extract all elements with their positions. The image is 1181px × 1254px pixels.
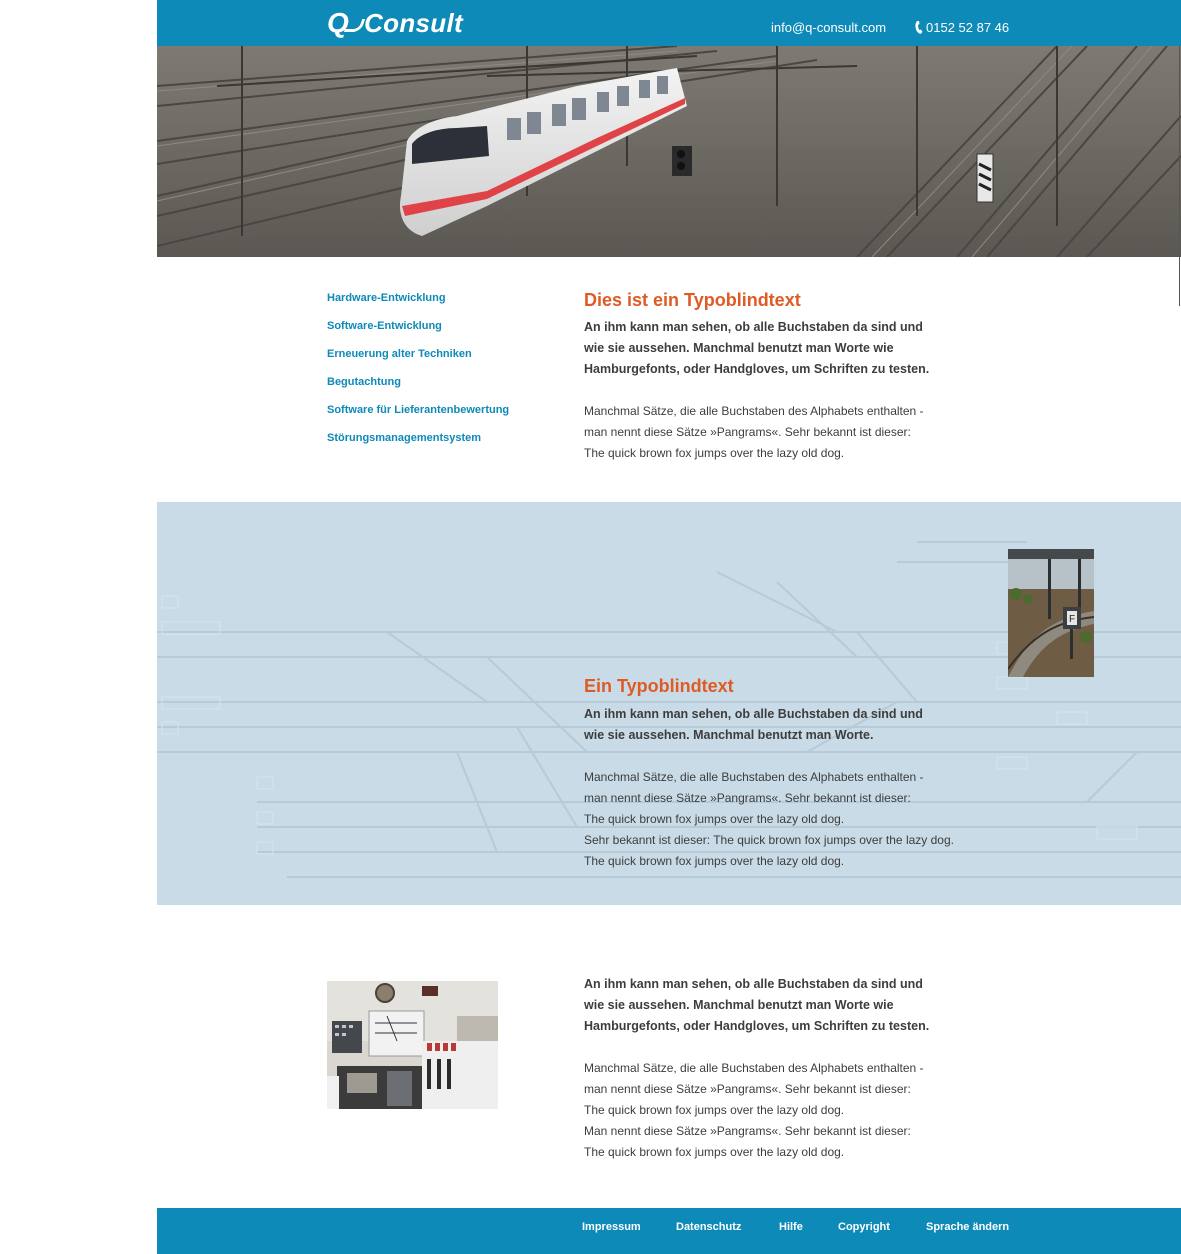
page bbox=[157, 0, 1181, 1254]
band-lead bbox=[584, 704, 1004, 746]
band-title: Ein Typoblindtext bbox=[584, 676, 734, 696]
service-nav-item-supplier-rating[interactable]: Software für Lieferantenbewertung bbox=[327, 404, 510, 416]
service-nav-item-assessment[interactable]: Begutachtung bbox=[327, 376, 401, 388]
band-lead-line: An ihm kann man sehen, ob alle Buchstaben da sind und bbox=[584, 707, 923, 721]
band-body bbox=[584, 767, 1004, 872]
logo[interactable] bbox=[327, 7, 463, 39]
section3-body-line: Man nennt diese Sätze »Pangrams«. Sehr bekannt ist dieser: bbox=[584, 1124, 911, 1138]
section3-lead bbox=[584, 974, 1004, 1037]
footer-link-copyright[interactable]: Copyright bbox=[838, 1221, 890, 1233]
feature-band bbox=[157, 502, 1181, 905]
footer-link-datenschutz[interactable]: Datenschutz bbox=[676, 1221, 742, 1233]
site-footer bbox=[157, 1208, 1181, 1254]
site-header bbox=[157, 0, 1181, 46]
section3-lead-line: An ihm kann man sehen, ob alle Buchstaben da sind und bbox=[584, 977, 923, 991]
band-body-line: Sehr bekannt ist dieser: The quick brown fox jumps over the lazy dog. bbox=[584, 833, 954, 847]
service-nav-item-incident-management[interactable]: Störungsmanagementsystem bbox=[327, 432, 482, 444]
intro-lead bbox=[584, 317, 1004, 380]
intro-lead-line: wie sie aussehen. Manchmal benutzt man Worte wie bbox=[584, 341, 894, 355]
control-room-photo bbox=[327, 981, 498, 1109]
section3-body-line: The quick brown fox jumps over the lazy old dog. bbox=[584, 1103, 845, 1117]
band-content bbox=[584, 676, 1004, 872]
phone-icon bbox=[914, 21, 923, 34]
service-nav-item-renewal[interactable]: Erneuerung alter Techniken bbox=[327, 348, 472, 360]
hero-edge bbox=[1179, 46, 1180, 306]
section3-body-line: The quick brown fox jumps over the lazy old dog. bbox=[584, 1145, 845, 1159]
section3-lead-line: wie sie aussehen. Manchmal benutzt man Worte wie bbox=[584, 998, 894, 1012]
intro-body-line: Manchmal Sätze, die alle Buchstaben des Alphabets enthalten - bbox=[584, 404, 924, 418]
band-body-line: Manchmal Sätze, die alle Buchstaben des Alphabets enthalten - bbox=[584, 770, 924, 784]
hero-image bbox=[157, 46, 1181, 257]
footer-link-impressum[interactable]: Impressum bbox=[582, 1221, 641, 1233]
section3-lead-line: Hamburgefonts, oder Handgloves, um Schriften zu testen. bbox=[584, 1019, 930, 1033]
logo-text: Consult bbox=[364, 7, 463, 38]
section3-body-line: man nennt diese Sätze »Pangrams«. Sehr bekannt ist dieser: bbox=[584, 1082, 911, 1096]
intro-content bbox=[584, 290, 1004, 464]
intro-lead-line: An ihm kann man sehen, ob alle Buchstaben da sind und bbox=[584, 320, 923, 334]
footer-link-language[interactable]: Sprache ändern bbox=[926, 1221, 1010, 1233]
logo-q: Q bbox=[327, 7, 350, 38]
band-body-line: The quick brown fox jumps over the lazy old dog. bbox=[584, 812, 845, 826]
email-link[interactable]: info@q-consult.com bbox=[771, 20, 887, 35]
logo-hook-icon bbox=[344, 19, 366, 32]
footer-link-hilfe[interactable]: Hilfe bbox=[779, 1221, 803, 1233]
phone-number: 0152 52 87 46 bbox=[926, 20, 1010, 35]
intro-lead-line: Hamburgefonts, oder Handgloves, um Schriften zu testen. bbox=[584, 362, 930, 376]
service-nav-item-software[interactable]: Software-Entwicklung bbox=[327, 320, 442, 332]
band-body-line: The quick brown fox jumps over the lazy old dog. bbox=[584, 854, 845, 868]
intro-body-line: man nennt diese Sätze »Pangrams«. Sehr bekannt ist dieser: bbox=[584, 425, 911, 439]
service-nav-item-hardware[interactable]: Hardware-Entwicklung bbox=[327, 292, 446, 304]
svg-text:F: F bbox=[1069, 614, 1076, 625]
intro-body bbox=[584, 401, 1004, 464]
section3-body-line: Manchmal Sätze, die alle Buchstaben des Alphabets enthalten - bbox=[584, 1061, 924, 1075]
signal-photo bbox=[1008, 549, 1094, 677]
section3-body bbox=[584, 1058, 1004, 1163]
phone-contact[interactable] bbox=[914, 20, 1009, 35]
intro-title: Dies ist ein Typoblindtext bbox=[584, 290, 801, 310]
service-nav bbox=[327, 291, 547, 459]
intro-body-line: The quick brown fox jumps over the lazy old dog. bbox=[584, 446, 845, 460]
section3-content bbox=[584, 974, 1004, 1163]
band-body-line: man nennt diese Sätze »Pangrams«. Sehr bekannt ist dieser: bbox=[584, 791, 911, 805]
band-lead-line: wie sie aussehen. Manchmal benutzt man Worte. bbox=[584, 728, 874, 742]
